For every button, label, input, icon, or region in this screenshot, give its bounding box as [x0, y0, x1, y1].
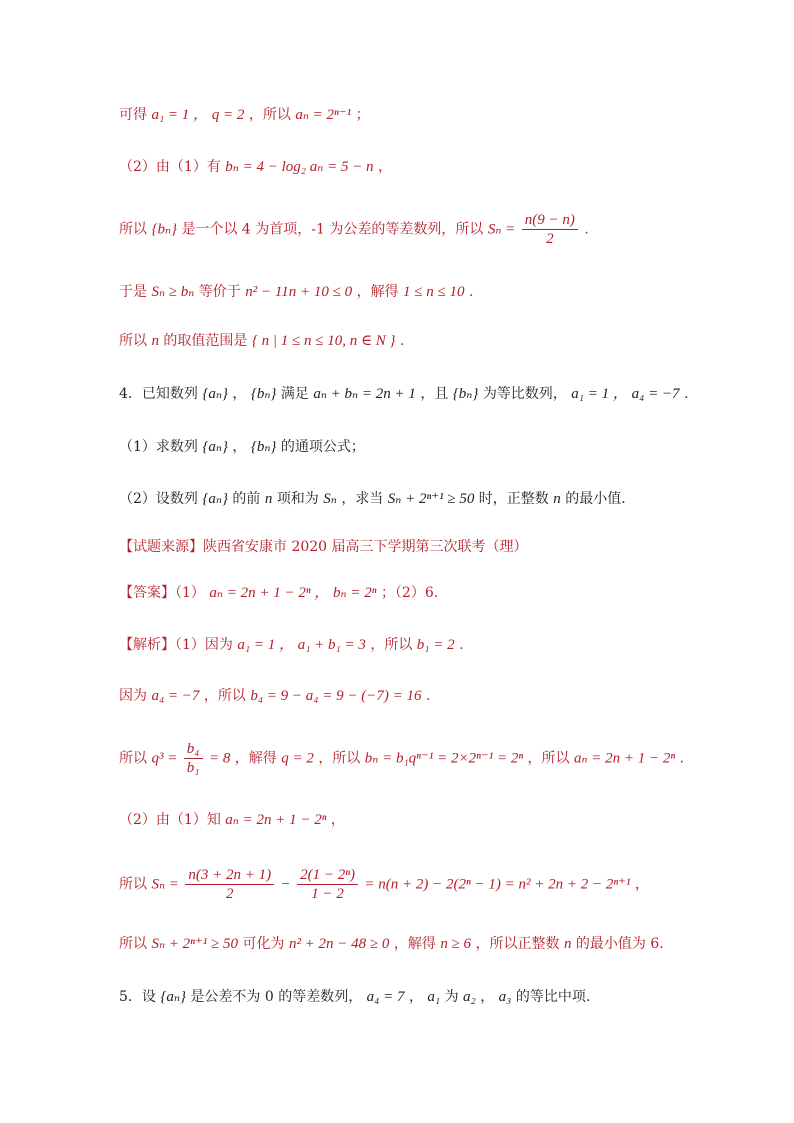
math: Sₙ ≥ bₙ — [151, 284, 195, 300]
math: a₁ = 1 ， a₁ + b₁ = 3 — [237, 637, 366, 653]
math: {bₙ} — [151, 221, 178, 238]
math: a₁ = 1 ， a₄ = −7 — [571, 386, 680, 402]
fraction: $\frac{n(3 + 2n + 1)}{2}$ — [185, 866, 274, 903]
math: Sₙ — [323, 491, 337, 507]
line-4: 所以 n 的取值范围是 { n | 1 ≤ n ≤ 10, n ∈ N } . — [119, 333, 405, 349]
math: { n | 1 ≤ n ≤ 10, n ∈ N } — [251, 333, 396, 349]
analysis-tag: 【解析】 — [119, 637, 175, 653]
fraction: $\frac{\text{2(1 − 2ⁿ)}}{1 - 2}$ — [297, 866, 358, 903]
math: n — [264, 491, 273, 507]
math: b₄ = 9 − a₄ = 9 − (−7) = 16 — [250, 688, 422, 704]
line-12: 所以 q³ = $\frac{\text{b₄}}{\text{b₁}}$ = 8 ，解得 q = 2 ，所以 bₙ = b₁qⁿ⁻¹ = 2×2ⁿ⁻¹ = 2ⁿ ，所以 aₙ = 2n + 1 − 2ⁿ . — [119, 741, 685, 776]
math: = 8 — [208, 750, 231, 767]
math: {bₙ} — [452, 386, 479, 402]
math: n — [563, 936, 572, 952]
math: a₁ = 1 ， q = 2 — [151, 107, 245, 123]
math: a₂ — [463, 989, 476, 1005]
math: q³ = — [151, 750, 178, 767]
source-line: 【试题来源】陕西省安康市 2020 届高三下学期第三次联考（理） — [119, 539, 528, 555]
math: Sₙ = — [151, 876, 179, 893]
math: bₙ = 4 − log₂ aₙ = 5 − n — [225, 159, 374, 175]
math: n — [553, 491, 561, 507]
math: {aₙ} — [202, 386, 228, 402]
line-2: 所以 {bₙ} 是一个以 4 为首项，-1 为公差的等差数列，所以 Sₙ = $\frac{n(9 - n)}{2}$ . — [119, 212, 589, 247]
math: {bₙ} — [250, 439, 277, 455]
line-3: 于是 Sₙ ≥ bₙ 等价于 n² − 11n + 10 ≤ 0 ，解得 1 ≤ n ≤ 10 . — [119, 284, 474, 300]
math: n² + 2n − 48 ≥ 0 — [288, 936, 390, 952]
math: bₙ = b₁qⁿ⁻¹ = 2×2ⁿ⁻¹ = 2ⁿ — [364, 750, 524, 767]
math: a₄ = 7 — [366, 989, 405, 1005]
math: aₙ = 2ⁿ⁻¹ — [295, 107, 352, 123]
line-6: （1）求数列 {aₙ} ， {bₙ} 的通项公式； — [119, 439, 365, 455]
line-11: 因为 a₄ = −7 ，所以 b₄ = 9 − a₄ = 9 − (−7) = 16 . — [119, 688, 431, 704]
math: Sₙ + 2ⁿ⁺¹ ≥ 50 — [151, 936, 239, 952]
line-5: 4．已知数列 {aₙ} ， {bₙ} 满足 aₙ + bₙ = 2n + 1 ，且 {bₙ} 为等比数列， a₁ = 1 ， a₄ = −7 . — [119, 386, 689, 402]
fraction: $\frac{\text{b₄}}{\text{b₁}}$ — [184, 740, 203, 777]
math: Sₙ + 2ⁿ⁺¹ ≥ 50 — [387, 491, 475, 507]
math: n² − 11n + 10 ≤ 0 — [245, 284, 353, 300]
math: {bₙ} — [250, 386, 277, 402]
math: aₙ = 2n + 1 − 2ⁿ ， bₙ = 2ⁿ — [209, 585, 377, 601]
line-7: （2）设数列 {aₙ} 的前 n 项和为 Sₙ ，求当 Sₙ + 2ⁿ⁺¹ ≥ 50 时，正整数 n 的最小值. — [119, 491, 626, 507]
math: aₙ = 2n + 1 − 2ⁿ — [573, 750, 676, 767]
math: Sₙ = — [487, 221, 516, 238]
answer-line: 【答案】（1） aₙ = 2n + 1 − 2ⁿ ， bₙ = 2ⁿ ；（2）6. — [119, 585, 439, 601]
source-tag: 【试题来源】 — [119, 539, 203, 555]
math: 1 ≤ n ≤ 10 — [403, 284, 465, 300]
math: {aₙ} — [160, 989, 186, 1005]
math: = n(n + 2) − 2(2ⁿ − 1) = n² + 2n + 2 − 2ⁿ⁺¹ — [364, 876, 631, 893]
math: q = 2 — [281, 750, 314, 767]
math: a₄ = −7 — [151, 688, 200, 704]
answer-tag: 【答案】 — [119, 585, 175, 601]
math: − — [280, 876, 291, 893]
line-0: 可得 a₁ = 1 ， q = 2 ，所以 aₙ = 2ⁿ⁻¹ ； — [119, 107, 370, 123]
math: {aₙ} — [202, 491, 228, 507]
line-1: （2）由（1）有 bₙ = 4 − log₂ aₙ = 5 − n ， — [119, 159, 393, 175]
math: aₙ = 2n + 1 − 2ⁿ — [225, 812, 327, 828]
math: {aₙ} — [202, 439, 228, 455]
line-15: 所以 Sₙ + 2ⁿ⁺¹ ≥ 50 可化为 n² + 2n − 48 ≥ 0 ，解得 n ≥ 6 ，所以正整数 n 的最小值为 6. — [119, 936, 664, 952]
line-13: （2）由（1）知 aₙ = 2n + 1 − 2ⁿ ， — [119, 812, 345, 828]
analysis-line: 【解析】（1）因为 a₁ = 1 ， a₁ + b₁ = 3 ，所以 b₁ = 2 . — [119, 637, 464, 653]
math: n — [151, 333, 159, 349]
fraction: $\frac{n(9 - n)}{2}$ — [522, 211, 578, 248]
math: a₁ — [427, 989, 441, 1005]
line-16: 5．设 {aₙ} 是公差不为 0 的等差数列， a₄ = 7 ， a₁ 为 a₂ ， a₃ 的等比中项. — [119, 989, 591, 1005]
math: b₁ = 2 — [416, 637, 455, 653]
math: a₃ — [498, 989, 512, 1005]
math: n ≥ 6 — [440, 936, 472, 952]
line-14: 所以 Sₙ = $\frac{n(3 + 2n + 1)}{2}$ − $\frac{\text{2(1 − 2ⁿ)}}{1 - 2}$ = n(n + 2) − 2(2ⁿ − 1) = n² + 2n + 2 − 2ⁿ⁺¹ ， — [119, 867, 649, 902]
math: aₙ + bₙ = 2n + 1 — [313, 386, 416, 402]
